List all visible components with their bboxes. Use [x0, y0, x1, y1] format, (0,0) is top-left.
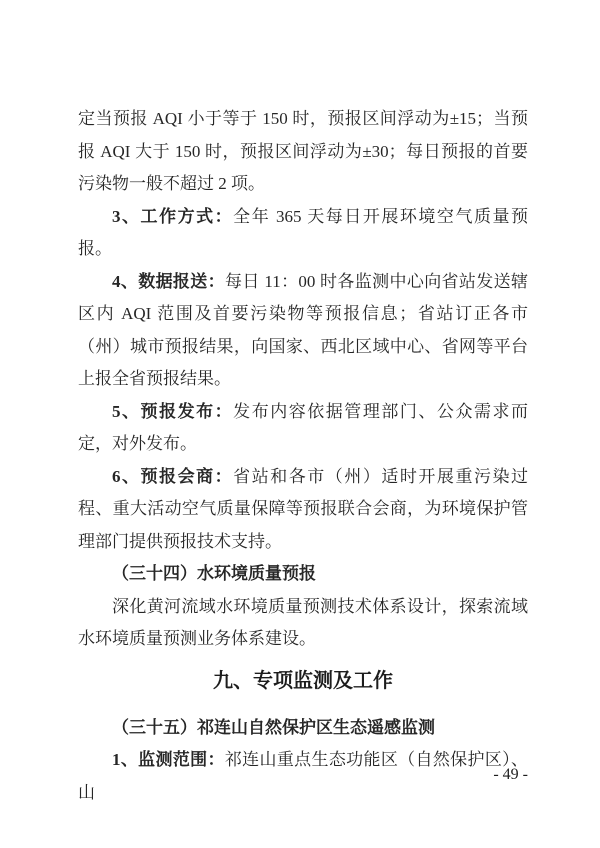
item-monitoring-scope-lead: 1、监测范围：: [112, 750, 225, 769]
item-forecast-consultation: [78, 461, 528, 559]
paragraph-yellow-river-basin: 深化黄河流域水环境质量预测技术体系设计，探索流域水环境质量预测业务体系建设。: [78, 596, 528, 648]
section-heading-34-water-quality-forecast: （三十四）水环境质量预报: [112, 564, 316, 583]
item-monitoring-scope: [78, 744, 528, 809]
item-forecast-consultation-lead: 6、预报会商：: [112, 466, 234, 486]
item-work-mode: [78, 201, 528, 266]
item-monitoring-scope-text: 祁连山重点生态功能区（自然保护区）、山: [78, 750, 529, 802]
item-forecast-release-lead: 5、预报发布：: [112, 401, 234, 421]
item-forecast-consultation-text: 省站和各市（州）适时开展重污染过程、重大活动空气质量保障等预报联合会商，为环境保护管理部门提供预报技术支持。: [78, 466, 529, 551]
item-work-mode-lead: 3、工作方式：: [112, 206, 234, 226]
item-data-submission-lead: 4、数据报送：: [112, 271, 226, 291]
item-forecast-release: [78, 396, 528, 461]
section-heading-35-qilianshan-remote-sensing: （三十五）祁连山自然保护区生态遥感监测: [112, 717, 435, 737]
item-data-submission-text: 每日 11：00 时各监测中心向省站发送辖区内 AQI 范围及首要污染物等预报信息；省站订正各市（州）城市预报结果，向国家、西北区域中心、省网等平台上报全省预报结果。: [78, 271, 528, 388]
item-forecast-release-text: 发布内容依据管理部门、公众需求而定，对外发布。: [78, 401, 529, 453]
document-body: [78, 103, 528, 809]
chapter-heading-9-special-monitoring: 九、专项监测及工作: [213, 669, 393, 692]
paragraph-aqi-forecast-range: 定当预报 AQI 小于等于 150 时，预报区间浮动为±15；当预报 AQI 大于 150 时，预报区间浮动为±30；每日预报的首要污染物一般不超过 2 项。: [78, 109, 528, 193]
item-data-submission: [78, 266, 528, 396]
page-number: - 49 -: [493, 766, 528, 783]
item-work-mode-text: 全年 365 天每日开展环境空气质量预报。: [78, 206, 529, 258]
